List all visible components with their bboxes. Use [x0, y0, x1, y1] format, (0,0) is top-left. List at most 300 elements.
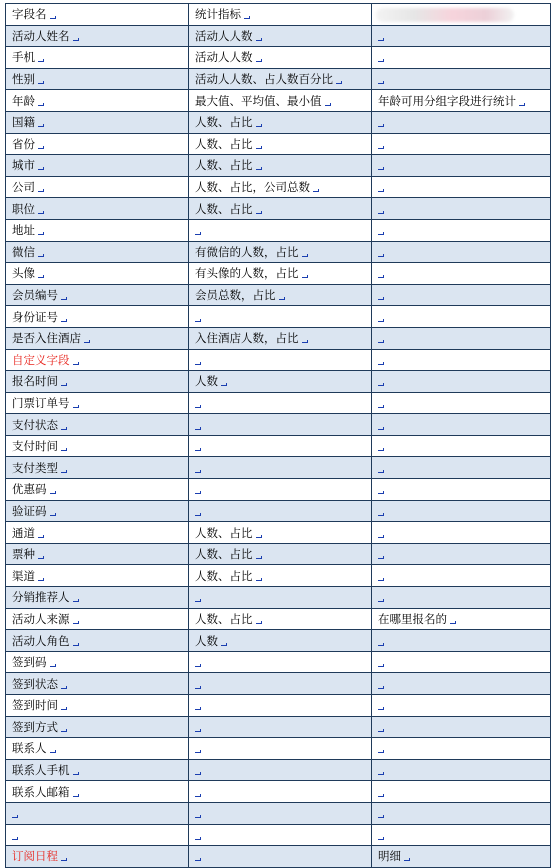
cell-text: 通道 — [12, 525, 35, 540]
paragraph-mark-icon — [61, 294, 67, 300]
cell-metric — [189, 695, 372, 717]
paragraph-mark-icon — [256, 143, 262, 149]
cell-note — [372, 68, 551, 90]
cell-field — [6, 457, 189, 479]
paragraph-mark-icon — [73, 769, 79, 775]
cell-note — [372, 500, 551, 522]
cell-field — [6, 241, 189, 263]
paragraph-mark-icon — [195, 726, 201, 732]
cell-text: 人数、占比 — [195, 525, 253, 540]
cell-text: 渠道 — [12, 568, 35, 583]
table-row — [6, 435, 551, 457]
cell-metric — [189, 565, 372, 587]
table-row — [6, 846, 551, 868]
cell-field — [6, 651, 189, 673]
paragraph-mark-icon — [195, 747, 201, 753]
table-row — [6, 824, 551, 846]
header-cell-note — [372, 4, 551, 26]
cell-text: 分销推荐人 — [12, 590, 70, 605]
paragraph-mark-icon — [378, 726, 384, 732]
paragraph-mark-icon — [378, 575, 384, 581]
paragraph-mark-icon — [256, 164, 262, 170]
paragraph-mark-icon — [50, 661, 56, 667]
paragraph-mark-icon — [256, 35, 262, 41]
cell-text: 有微信的人数，占比 — [195, 244, 299, 259]
cell-field — [6, 133, 189, 155]
cell-text: 城市 — [12, 158, 35, 173]
cell-field — [6, 47, 189, 69]
paragraph-mark-icon — [195, 359, 201, 365]
table-row — [6, 479, 551, 501]
paragraph-mark-icon — [195, 791, 201, 797]
header-metric-label: 统计指标 — [195, 7, 241, 22]
table-row — [6, 651, 551, 673]
cell-note — [372, 781, 551, 803]
cell-metric — [189, 759, 372, 781]
cell-text: 年龄可用分组字段进行统计 — [378, 93, 516, 108]
cell-metric — [189, 457, 372, 479]
paragraph-mark-icon — [61, 424, 67, 430]
cell-metric — [189, 630, 372, 652]
cell-metric — [189, 543, 372, 565]
paragraph-mark-icon — [61, 467, 67, 473]
cell-field — [6, 263, 189, 285]
paragraph-mark-icon — [195, 855, 201, 861]
cell-field — [6, 565, 189, 587]
paragraph-mark-icon — [378, 747, 384, 753]
paragraph-mark-icon — [378, 553, 384, 559]
cell-metric — [189, 90, 372, 112]
cell-note — [372, 90, 551, 112]
cell-text: 省份 — [12, 136, 35, 151]
cell-metric — [189, 176, 372, 198]
cell-note — [372, 284, 551, 306]
paragraph-mark-icon — [38, 532, 44, 538]
paragraph-mark-icon — [73, 402, 79, 408]
cell-note — [372, 176, 551, 198]
paragraph-mark-icon — [195, 704, 201, 710]
cell-field — [6, 198, 189, 220]
cell-text: 性别 — [12, 72, 35, 87]
cell-metric — [189, 327, 372, 349]
cell-metric — [189, 781, 372, 803]
table-row — [6, 414, 551, 436]
cell-text: 活动人人数 — [195, 50, 253, 65]
paragraph-mark-icon — [61, 855, 67, 861]
cell-text: 票种 — [12, 547, 35, 562]
cell-note — [372, 133, 551, 155]
cell-field — [6, 479, 189, 501]
redacted-header-blur — [376, 8, 514, 22]
paragraph-mark-icon — [378, 402, 384, 408]
table-row — [6, 673, 551, 695]
cell-note — [372, 759, 551, 781]
cell-note — [372, 392, 551, 414]
paragraph-mark-icon — [244, 13, 250, 19]
cell-text: 验证码 — [12, 503, 47, 518]
cell-text: 年龄 — [12, 93, 35, 108]
table-row — [6, 781, 551, 803]
cell-text: 联系人 — [12, 741, 47, 756]
paragraph-mark-icon — [378, 704, 384, 710]
paragraph-mark-icon — [256, 56, 262, 62]
cell-note — [372, 543, 551, 565]
table-row — [6, 608, 551, 630]
table-row — [6, 176, 551, 198]
paragraph-mark-icon — [221, 380, 227, 386]
paragraph-mark-icon — [38, 78, 44, 84]
cell-text: 人数、占比 — [195, 115, 253, 130]
cell-field — [6, 608, 189, 630]
paragraph-mark-icon — [38, 100, 44, 106]
paragraph-mark-icon — [61, 726, 67, 732]
cell-text: 会员编号 — [12, 288, 58, 303]
table-row — [6, 695, 551, 717]
table-row — [6, 457, 551, 479]
paragraph-mark-icon — [195, 229, 201, 235]
cell-text: 签到状态 — [12, 676, 58, 691]
cell-note — [372, 155, 551, 177]
cell-metric — [189, 392, 372, 414]
cell-text: 门票订单号 — [12, 395, 70, 410]
paragraph-mark-icon — [378, 834, 384, 840]
paragraph-mark-icon — [84, 337, 90, 343]
paragraph-mark-icon — [378, 812, 384, 818]
table-row — [6, 111, 551, 133]
cell-metric — [189, 25, 372, 47]
cell-text: 订阅日程 — [12, 849, 58, 864]
cell-text: 人数 — [195, 374, 218, 389]
cell-metric — [189, 846, 372, 868]
cell-metric — [189, 738, 372, 760]
paragraph-mark-icon — [378, 294, 384, 300]
cell-note — [372, 241, 551, 263]
paragraph-mark-icon — [38, 121, 44, 127]
table-row — [6, 306, 551, 328]
paragraph-mark-icon — [195, 661, 201, 667]
cell-note — [372, 587, 551, 609]
cell-text: 优惠码 — [12, 482, 47, 497]
paragraph-mark-icon — [12, 812, 18, 818]
cell-text: 签到时间 — [12, 698, 58, 713]
paragraph-mark-icon — [195, 488, 201, 494]
table-row — [6, 133, 551, 155]
table-row — [6, 263, 551, 285]
cell-metric — [189, 673, 372, 695]
header-cell-field — [6, 4, 189, 26]
cell-note — [372, 565, 551, 587]
cell-field — [6, 781, 189, 803]
cell-note — [372, 327, 551, 349]
cell-field — [6, 284, 189, 306]
table-row — [6, 90, 551, 112]
table-row — [6, 522, 551, 544]
cell-metric — [189, 219, 372, 241]
table-row — [6, 68, 551, 90]
cell-text: 手机 — [12, 50, 35, 65]
paragraph-mark-icon — [378, 337, 384, 343]
cell-note — [372, 219, 551, 241]
table-body — [6, 4, 551, 868]
cell-metric — [189, 587, 372, 609]
cell-note — [372, 522, 551, 544]
cell-text: 入住酒店人数，占比 — [195, 331, 299, 346]
cell-text: 联系人手机 — [12, 763, 70, 778]
cell-field — [6, 155, 189, 177]
paragraph-mark-icon — [378, 769, 384, 775]
cell-metric — [189, 111, 372, 133]
cell-metric — [189, 479, 372, 501]
paragraph-mark-icon — [61, 704, 67, 710]
cell-note — [372, 716, 551, 738]
cell-note — [372, 349, 551, 371]
paragraph-mark-icon — [378, 272, 384, 278]
cell-text: 人数、占比，公司总数 — [195, 180, 310, 195]
paragraph-mark-icon — [38, 164, 44, 170]
paragraph-mark-icon — [378, 532, 384, 538]
cell-field — [6, 371, 189, 393]
paragraph-mark-icon — [378, 78, 384, 84]
cell-note — [372, 673, 551, 695]
paragraph-mark-icon — [378, 164, 384, 170]
paragraph-mark-icon — [50, 510, 56, 516]
paragraph-mark-icon — [195, 467, 201, 473]
table-row — [6, 241, 551, 263]
cell-field — [6, 673, 189, 695]
cell-note — [372, 414, 551, 436]
cell-field — [6, 759, 189, 781]
paragraph-mark-icon — [73, 35, 79, 41]
cell-note — [372, 824, 551, 846]
cell-text: 地址 — [12, 223, 35, 238]
paragraph-mark-icon — [195, 402, 201, 408]
cell-field — [6, 543, 189, 565]
table-row — [6, 630, 551, 652]
table-row — [6, 759, 551, 781]
paragraph-mark-icon — [73, 596, 79, 602]
paragraph-mark-icon — [313, 186, 319, 192]
table-row — [6, 716, 551, 738]
cell-note — [372, 111, 551, 133]
cell-field — [6, 522, 189, 544]
cell-text: 人数 — [195, 633, 218, 648]
cell-note — [372, 738, 551, 760]
paragraph-mark-icon — [378, 143, 384, 149]
paragraph-mark-icon — [50, 13, 56, 19]
header-row — [6, 4, 551, 26]
cell-metric — [189, 414, 372, 436]
paragraph-mark-icon — [378, 661, 384, 667]
cell-text: 微信 — [12, 244, 35, 259]
cell-note — [372, 802, 551, 824]
paragraph-mark-icon — [378, 445, 384, 451]
header-cell-metric — [189, 4, 372, 26]
cell-metric — [189, 435, 372, 457]
cell-field — [6, 802, 189, 824]
paragraph-mark-icon — [378, 488, 384, 494]
cell-note — [372, 457, 551, 479]
cell-text: 最大值、平均值、最小值 — [195, 93, 322, 108]
cell-field — [6, 392, 189, 414]
paragraph-mark-icon — [378, 510, 384, 516]
paragraph-mark-icon — [378, 56, 384, 62]
cell-text: 支付时间 — [12, 439, 58, 454]
paragraph-mark-icon — [38, 575, 44, 581]
cell-metric — [189, 263, 372, 285]
paragraph-mark-icon — [38, 553, 44, 559]
table-row — [6, 802, 551, 824]
paragraph-mark-icon — [378, 791, 384, 797]
cell-field — [6, 219, 189, 241]
paragraph-mark-icon — [12, 834, 18, 840]
cell-text: 支付类型 — [12, 460, 58, 475]
paragraph-mark-icon — [50, 747, 56, 753]
cell-metric — [189, 241, 372, 263]
cell-text: 身份证号 — [12, 309, 58, 324]
paragraph-mark-icon — [256, 618, 262, 624]
table-row — [6, 198, 551, 220]
paragraph-mark-icon — [450, 618, 456, 624]
cell-metric — [189, 716, 372, 738]
cell-text: 会员总数，占比 — [195, 288, 276, 303]
cell-note — [372, 371, 551, 393]
table-row — [6, 543, 551, 565]
cell-metric — [189, 198, 372, 220]
paragraph-mark-icon — [378, 359, 384, 365]
cell-text: 自定义字段 — [12, 352, 70, 367]
cell-text: 活动人角色 — [12, 633, 70, 648]
cell-text: 联系人邮箱 — [12, 784, 70, 799]
paragraph-mark-icon — [73, 618, 79, 624]
cell-field — [6, 414, 189, 436]
cell-field — [6, 349, 189, 371]
paragraph-mark-icon — [378, 683, 384, 689]
cell-field — [6, 824, 189, 846]
cell-metric — [189, 651, 372, 673]
table-row — [6, 738, 551, 760]
paragraph-mark-icon — [221, 640, 227, 646]
cell-text: 活动人人数、占人数百分比 — [195, 72, 333, 87]
paragraph-mark-icon — [256, 553, 262, 559]
paragraph-mark-icon — [195, 445, 201, 451]
cell-metric — [189, 349, 372, 371]
cell-note — [372, 630, 551, 652]
cell-metric — [189, 133, 372, 155]
paragraph-mark-icon — [38, 208, 44, 214]
cell-text: 支付状态 — [12, 417, 58, 432]
paragraph-mark-icon — [61, 683, 67, 689]
cell-field — [6, 306, 189, 328]
cell-field — [6, 716, 189, 738]
cell-field — [6, 738, 189, 760]
cell-metric — [189, 68, 372, 90]
paragraph-mark-icon — [195, 424, 201, 430]
cell-field — [6, 695, 189, 717]
paragraph-mark-icon — [38, 186, 44, 192]
paragraph-mark-icon — [195, 683, 201, 689]
cell-text: 人数、占比 — [195, 158, 253, 173]
cell-note — [372, 608, 551, 630]
cell-note — [372, 479, 551, 501]
paragraph-mark-icon — [378, 121, 384, 127]
cell-note — [372, 306, 551, 328]
paragraph-mark-icon — [61, 445, 67, 451]
cell-note — [372, 651, 551, 673]
paragraph-mark-icon — [336, 78, 342, 84]
cell-metric — [189, 608, 372, 630]
paragraph-mark-icon — [61, 316, 67, 322]
paragraph-mark-icon — [256, 121, 262, 127]
cell-text: 人数、占比 — [195, 568, 253, 583]
cell-note — [372, 846, 551, 868]
cell-text: 是否入住酒店 — [12, 331, 81, 346]
table-row — [6, 587, 551, 609]
paragraph-mark-icon — [519, 100, 525, 106]
cell-metric — [189, 802, 372, 824]
paragraph-mark-icon — [38, 251, 44, 257]
cell-text: 有头像的人数，占比 — [195, 266, 299, 281]
cell-metric — [189, 500, 372, 522]
header-field-label: 字段名 — [12, 7, 47, 22]
table-row — [6, 371, 551, 393]
paragraph-mark-icon — [378, 380, 384, 386]
cell-text: 人数、占比 — [195, 136, 253, 151]
table-row — [6, 327, 551, 349]
cell-metric — [189, 522, 372, 544]
cell-text: 报名时间 — [12, 374, 58, 389]
paragraph-mark-icon — [195, 510, 201, 516]
paragraph-mark-icon — [404, 855, 410, 861]
paragraph-mark-icon — [73, 359, 79, 365]
table-row — [6, 392, 551, 414]
cell-field — [6, 327, 189, 349]
table-row — [6, 284, 551, 306]
table-row — [6, 25, 551, 47]
cell-field — [6, 176, 189, 198]
table-row — [6, 565, 551, 587]
paragraph-mark-icon — [325, 100, 331, 106]
cell-note — [372, 695, 551, 717]
cell-metric — [189, 824, 372, 846]
cell-metric — [189, 371, 372, 393]
paragraph-mark-icon — [378, 251, 384, 257]
table-row — [6, 155, 551, 177]
paragraph-mark-icon — [38, 272, 44, 278]
cell-field — [6, 435, 189, 457]
table-row — [6, 349, 551, 371]
cell-text: 在哪里报名的 — [378, 611, 447, 626]
paragraph-mark-icon — [279, 294, 285, 300]
fields-table — [5, 3, 551, 868]
paragraph-mark-icon — [195, 769, 201, 775]
cell-metric — [189, 155, 372, 177]
cell-note — [372, 47, 551, 69]
cell-note — [372, 263, 551, 285]
paragraph-mark-icon — [38, 143, 44, 149]
cell-text: 公司 — [12, 180, 35, 195]
cell-text: 活动人来源 — [12, 611, 70, 626]
paragraph-mark-icon — [50, 488, 56, 494]
cell-field — [6, 846, 189, 868]
paragraph-mark-icon — [378, 208, 384, 214]
paragraph-mark-icon — [256, 208, 262, 214]
cell-text: 人数、占比 — [195, 547, 253, 562]
cell-text: 国籍 — [12, 115, 35, 130]
cell-text: 活动人姓名 — [12, 28, 70, 43]
paragraph-mark-icon — [378, 186, 384, 192]
paragraph-mark-icon — [73, 791, 79, 797]
paragraph-mark-icon — [38, 229, 44, 235]
